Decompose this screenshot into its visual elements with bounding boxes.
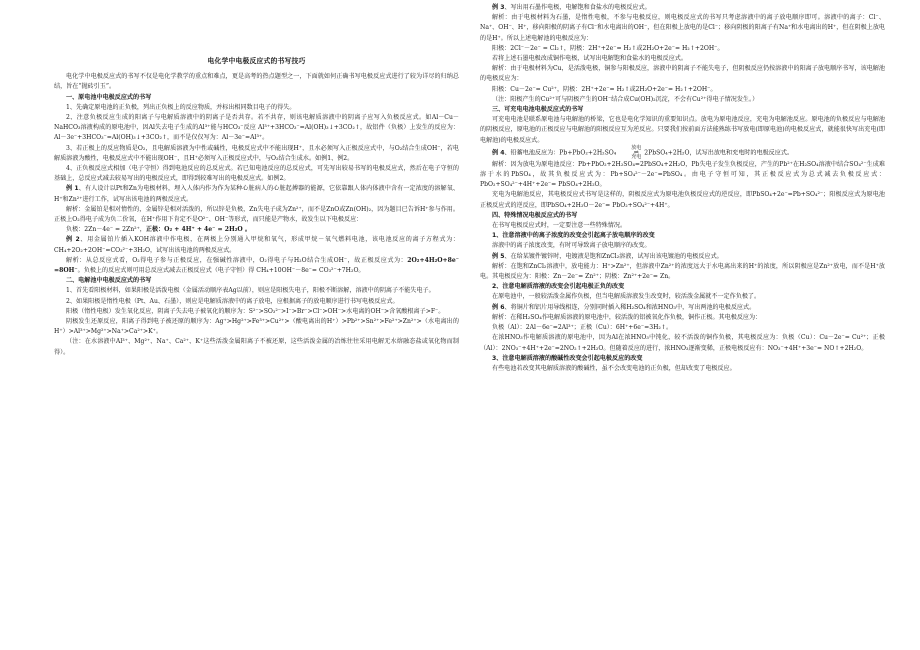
section-heading bbox=[480, 105, 885, 115]
paragraph bbox=[54, 307, 459, 317]
paragraph-text: 1、首先看阳极材料，如果阳极是活泼电极（金属活动顺序表Ag以前），则应是阳极失电子，阳极不断溶解，溶液中的阴离子不能失电子。 bbox=[66, 287, 435, 295]
paragraph-text: 阳极：2Cl⁻－2e⁻ = Cl₂↑，阴极：2H⁺+2e⁻= H₂↑或2H₂O+2e⁻= H₂↑+2OH⁻。 bbox=[492, 44, 724, 52]
example-label: 例 5 bbox=[492, 252, 505, 260]
paragraph-text: 在浓HNO₃作电解质溶液的原电池中，因为Al在浓HNO₃中钝化，较不活泼的铜作负极，其电极反应为：负极（Cu）：Cu－2e⁻= Cu²⁺；正极（Al）：2NO₃⁻+4H⁺+2e⁻=2NO₂↑+2H₂O。但随着反应的进行，浓HNO₃逐渐变稀，正极电极反应有：NO₃⁻+4H⁺+3e⁻= NO↑+2H₂O。 bbox=[480, 334, 885, 352]
example-paragraph bbox=[480, 3, 885, 13]
paragraph-text: 溶液中的离子浓度改变，有时可导致离子放电顺序的改变。 bbox=[492, 242, 651, 250]
paragraph bbox=[480, 262, 885, 282]
paragraph bbox=[480, 64, 885, 84]
paragraph bbox=[480, 292, 885, 302]
section-heading bbox=[54, 276, 459, 286]
paragraph bbox=[54, 337, 459, 357]
paragraph-text: 解析：从总反应式看，O₂得电子参与正极反应，在强碱性溶液中，O₂得电子与H₂O结合生成OH⁻，故正极反应式为： bbox=[66, 256, 408, 264]
bold-equation: 2O₂+4H₂O+8e⁻ =8OH⁻ bbox=[54, 256, 459, 275]
paragraph-text: 解析：由于电极材料为石墨，是惰性电极，不参与电极反应，则电极反应式的书写只考虑溶液中的离子放电顺序即可。溶液中的离子：Cl⁻、Na⁺、OH⁻、H⁺，移向阳极的阴离子有Cl⁻和水电离出的OH⁻，但在阳极上放电的是Cl⁻；移向阴极的阳离子有Na⁺和水电离出的H⁺，但在阴极上放电的是H⁺。所以上述电解池的电极反应为： bbox=[480, 14, 886, 42]
paragraph-tail: 。负极上的反应式则可用总反应式减去正极反应式（电子守恒）得 CH₄+10OH⁻－8e⁻= CO₃²⁻+7H₂O。 bbox=[77, 267, 365, 275]
paragraph-text: 四、特殊情况电极反应式的书写 bbox=[492, 211, 578, 219]
paragraph-text: 解析：因为放电为原电池反应：Pb+PbO₂+2H₂SO₄=2PbSO₄+2H₂O，Pb失电子发生负极反应，产生的Pb²⁺在H₂SO₄溶液中结合SO₄²⁻生成难溶于水的PbSO₄，故其负极反应式为：Pb+SO₄²⁻－2e⁻=PbSO₄。由电子守恒可知，其正极反应式为总式减去负极反应式：PbO₂+SO₄²⁻+4H⁺+2e⁻= PbSO₄+2H₂O。 bbox=[480, 160, 885, 189]
paragraph bbox=[54, 297, 459, 307]
example-label: 例 3 bbox=[492, 4, 505, 11]
page-title: 电化学中电极反应式的书写技巧 bbox=[207, 57, 306, 65]
example-paragraph bbox=[54, 235, 459, 255]
example-label: 例 1 bbox=[66, 185, 79, 193]
paragraph bbox=[480, 241, 885, 251]
paragraph-text: 若将上述石墨电极改成铜作电极，试写出电解饱和食盐水的电极反应式。 bbox=[492, 55, 687, 63]
example-paragraph bbox=[480, 252, 885, 262]
paragraph-text: 、在给某镀件镀锌时，电镀液是饱和ZnCl₂溶液，试写出该电镀池的电极反应式。 bbox=[504, 252, 723, 260]
example-paragraph bbox=[480, 146, 885, 160]
bold-equation: 正极：O₂ + 4H⁺ + 4e⁻ = 2H₂O 。 bbox=[145, 226, 251, 234]
example-label: 例 4 bbox=[492, 149, 505, 157]
paragraph bbox=[54, 164, 459, 184]
paragraph-text: 可充电电池是联系原电池与电解池的桥梁，它也是电化学知识的重要知识点。放电为原电池反应，充电为电解池反应。原电池的负极反应与电解池的阴极反应，原电池的正极反应与电解池的阳极反应互为逆反应。只要我们按前面方法能熟练书写放电(即原电池)的电极反应式，就能很快写出充电(即电解池)的电极反应式。 bbox=[480, 116, 885, 144]
paragraph bbox=[480, 221, 885, 231]
paragraph-text: （注：阳极产生的Cu²⁺可与阴极产生的OH⁻结合成Cu(OH)₂沉淀，不会有Cu²⁺得电子情况发生。） bbox=[492, 95, 759, 103]
paragraph bbox=[54, 286, 459, 296]
paragraph-text: 一、原电池中电极反应式的书写 bbox=[66, 93, 152, 101]
paragraph bbox=[480, 364, 885, 374]
example-label: 例 2 bbox=[66, 236, 80, 244]
paragraph-text: 电化学中电极反应式的书写不仅是电化学教学的重点和难点，更是高考的热点题型之一，下面就如何正确书写电极反应式进行了较为详尽的归纳总结，旨在“抛砖引玉”。 bbox=[54, 73, 459, 91]
example-paragraph bbox=[54, 184, 459, 204]
subsection-heading bbox=[480, 354, 885, 364]
paragraph bbox=[480, 85, 885, 95]
paragraph-text: 负极：2Zn－4e⁻ = 2Zn²⁺， bbox=[66, 226, 146, 234]
paragraph-text: 1、注意溶液中的离子浓度的改变会引起离子放电顺序的改变 bbox=[492, 232, 655, 240]
charge-label: 充电 bbox=[631, 153, 642, 160]
paragraph-tail: 2PbSO₄+2H₂O，试写出放电和充电时的电极反应式。 bbox=[644, 149, 794, 157]
example-paragraph bbox=[480, 303, 885, 313]
paragraph-text: 3、若正极上的反应物质是O₂，且电解质溶液为中性或碱性，电极反应式中不能出现H⁺，且水必须写入正极反应式中，与O₂结合生成OH⁻，若电解质溶液为酸性，电极反应式中不能出现OH⁻，且H⁺必须写入正极反应式中，与O₂结合生成水。如例1、例2。 bbox=[54, 144, 459, 162]
paragraph-text: 、用金属铂片插入KOH溶液中作电极，在两极上分别通入甲烷和氧气，形成甲烷－氧气燃料电池，该电池反应的离子方程式为：CH₄+2O₂+2OH⁻=CO₃²⁻+3H₂O，试写出该电池的两极反应式。 bbox=[54, 236, 459, 254]
paragraph-text: 解析：由于电极材料为Cu，是活泼电极，铜参与阳极反应，溶液中的阴离子不能失电子，但阴极反应仍按溶液中的阳离子放电顺序书写，该电解池的电极反应为： bbox=[480, 65, 885, 83]
paragraph bbox=[480, 115, 885, 146]
paragraph-text: 、将铜片和铝片用导线相连，分别同时插入稀H₂SO₄和浓HNO₃中，写出两池的电极反应式。 bbox=[504, 303, 756, 311]
paragraph-text: 解析：金属铂是相对惰性的，金属锌是相对活泼的，所以锌是负极，Zn失电子成为Zn²⁺，而不是ZnO或Zn(OH)₂，因为题目已告诉H⁺参与作用。正极上O₂得电子成为负二价氧，在H⁺作用下肯定不是O²⁻、OH⁻等形式，而只能是产物水，故发生以下电极反应： bbox=[54, 205, 459, 224]
paragraph-text: 、铅蓄电池反应为：Pb+PbO₂+2H₂SO₄ bbox=[504, 149, 617, 157]
paragraph bbox=[54, 205, 459, 225]
discharge-label: 放电 bbox=[631, 144, 642, 151]
paragraph bbox=[54, 225, 459, 235]
paragraph-text: 阳极：Cu－2e⁻= Cu²⁺，阴极：2H⁺+2e⁻= H₂↑或2H₂O+2e⁻= H₂↑+2OH⁻。 bbox=[492, 85, 717, 93]
left-column bbox=[54, 56, 459, 358]
section-heading bbox=[54, 93, 459, 103]
paragraph-text: 解析：在饱和ZnCl₂溶液中，放电能力：H⁺>Zn²⁺，但溶液中Zn²⁺的浓度远大于水电离出来的H⁺的浓度，所以阴极应是Zn²⁺放电，而不是H⁺放电。其电极反应为：阳极：Zn－2e⁻= Zn²⁺；阴极：Zn²⁺+2e⁻= Zn。 bbox=[480, 262, 885, 281]
paragraph bbox=[54, 144, 459, 164]
example-label: 例 6 bbox=[492, 303, 505, 311]
paragraph-text: 在书写电极反应式时，一定要注意一些特殊情况。 bbox=[492, 222, 627, 230]
reversible-arrow bbox=[616, 146, 644, 160]
paragraph-text: 1、先确定原电池的正负极，列出正负极上的反应物质，并标出相同数目电子的得失。 bbox=[66, 103, 296, 111]
section-heading bbox=[480, 211, 885, 221]
paragraph bbox=[480, 160, 885, 191]
paragraph bbox=[480, 44, 885, 54]
equilibrium-arrow-icon: ⇌ bbox=[633, 148, 639, 156]
paragraph bbox=[54, 256, 459, 276]
paragraph-text: 充电为电解池反应，其电极反应式书写是这样的，阴极反应式为原电池负极反应式的逆反应，即PbSO₄+2e⁻=Pb+SO₄²⁻；阳极反应式为原电池正极反应式的逆反应，即PbSO₄+2H₂O－2e⁻= PbO₂+SO₄²⁻+4H⁺。 bbox=[480, 191, 885, 209]
paragraph-text: 、有人设计以Pt和Zn为电极材料，埋入人体内作为作为某种心脏病人的心脏起搏器的能源，它依靠跟人体内体液中含有一定浓度的溶解氧、H⁺和Zn²⁺进行工作，试写出该电池的两极反应式。 bbox=[54, 185, 459, 203]
paragraph-text: 阴极发生还原反应，阳离子得到电子被还原的顺序为：Ag⁺>Hg²⁺>Fe³⁺>Cu²⁺>（酸电离出的H⁺）>Pb²⁺>Sn²⁺>Fe²⁺>Zn²⁺>（水电离出的H⁺）>Al³⁺>Mg²⁺>Na⁺>Ca²⁺>K⁺。 bbox=[54, 318, 459, 336]
paragraph bbox=[480, 323, 885, 333]
paragraph bbox=[54, 317, 459, 337]
paragraph-text: 3、注意电解质溶液的酸碱性改变会引起电极反应的改变 bbox=[492, 354, 643, 362]
subsection-heading bbox=[480, 231, 885, 241]
paragraph-text: 负极（Al）：2Al－6e⁻=2Al³⁺；正极（Cu）：6H⁺+6e⁻=3H₂↑。 bbox=[492, 324, 673, 332]
paragraph bbox=[54, 113, 459, 144]
paragraph-text: 二、电解池中电极反应式的书写 bbox=[66, 277, 152, 285]
paragraph-text: 4、正负极反应式相加（电子守恒）得到电池反应的总反应式。若已知电池反应的总反应式，可先写出较易书写的电极反应式，然后在电子守恒的基础上，总反应式减去较易写出的电极反应式，即得到较难写出的电极反应式。如例2。 bbox=[54, 165, 459, 183]
paragraph bbox=[54, 103, 459, 113]
paragraph-text: 有些电池若改变其电解质溶液的酸碱性，虽不会改变电池的正负极，但却改变了电极反应。 bbox=[492, 364, 736, 372]
left-column-body bbox=[54, 72, 459, 358]
subsection-heading bbox=[480, 282, 885, 292]
paragraph-text: 三、可充电电池电极反应式的书写 bbox=[492, 106, 584, 114]
paragraph-text: 2、如果阳极是惰性电极（Pt、Au、石墨），则应是电解质溶液中的离子放电，应根据离子的放电顺序进行书写电极反应式。 bbox=[66, 297, 399, 305]
paragraph bbox=[480, 54, 885, 64]
paragraph bbox=[480, 313, 885, 323]
paragraph-text: 、写出用石墨作电极，电解饱和食盐水的电极反应式。 bbox=[504, 4, 651, 11]
paragraph-text: 解析：在稀H₂SO₄作电解质溶液的原电池中，较活泼的铝被氧化作负极，铜作正极。其电极反应为： bbox=[492, 313, 762, 321]
paragraph bbox=[480, 95, 885, 105]
right-column-body bbox=[480, 3, 885, 374]
paragraph bbox=[480, 190, 885, 210]
right-column bbox=[480, 3, 885, 374]
paragraph-text: （注：在水溶液中Al³⁺、Mg²⁺、Na⁺、Ca²⁺、K⁺这些活泼金属阳离子不被还原，这些活泼金属的冶炼往往采用电解无水熔融态盐或氧化物而制得）。 bbox=[54, 338, 459, 356]
paragraph-text: 2、注意负极反应生成的阳离子与电解质溶液中的阴离子是否共存。若不共存，则该电解质溶液中的阴离子应写入负极反应式。如Al－Cu－NaHCO₃溶液构成的原电池中，因Al失去电子生成的Al³⁺能与HCO₃⁻反应 Al³⁺+3HCO₃⁻=Al(OH)₃↓+3CO₂↑，故铝件（负极）上发生的反应为：Al－3e⁻+3HCO₃⁻=Al(OH)₃↓+3CO₂↑，而不是仅仅写为：Al－3e⁻=Al³⁺。 bbox=[54, 114, 459, 142]
paragraph bbox=[480, 13, 885, 44]
paragraph bbox=[54, 72, 459, 92]
paragraph-text: 在原电池中，一般较活泼金属作负极，但当电解质溶液发生改变时，较活泼金属就不一定作负极了。 bbox=[492, 293, 761, 301]
paragraph-text: 阳极（惰性电极）发生氧化反应，阴离子失去电子被氧化的顺序为：S²⁻>SO₃²⁻>I⁻>Br⁻>Cl⁻>OH⁻>水电离的OH⁻>含氧酸根离子>F⁻。 bbox=[66, 307, 445, 315]
paragraph bbox=[480, 333, 885, 353]
paragraph-text: 2、注意电解质溶液的改变会引起电极正负的改变 bbox=[492, 283, 625, 291]
